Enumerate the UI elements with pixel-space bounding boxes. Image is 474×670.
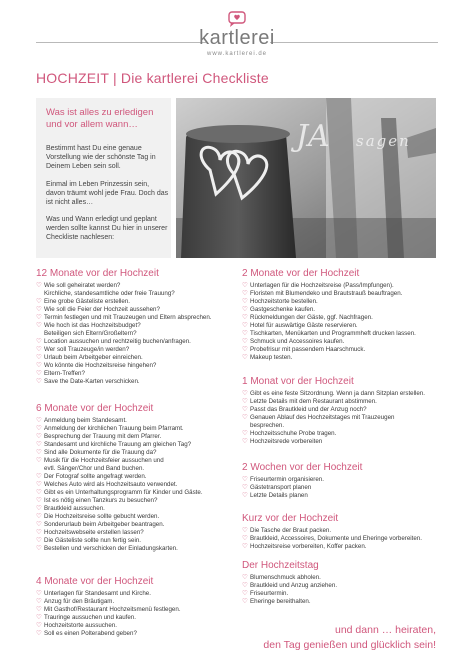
intro-panel — [36, 98, 171, 258]
closing-line-1: und dann … heiraten, — [335, 624, 436, 636]
checklist-heart-icon: ♡ — [36, 521, 42, 528]
checklist-heart-icon: ♡ — [36, 630, 42, 637]
checklist-item: Probefrisur mit passendem Haarschmuck. — [250, 346, 366, 353]
checklist-heart-icon: ♡ — [242, 290, 248, 297]
checklist-heart-icon: ♡ — [36, 537, 42, 544]
brand-logo: kartlerei — [199, 27, 275, 49]
checklist-item: Kirchliche, standesamtliche oder freie Trauung? — [44, 290, 175, 297]
checklist-heart-icon: ♡ — [36, 378, 42, 385]
checklist-item: Trauringe aussuchen und kaufen. — [44, 614, 136, 621]
checklist-heart-icon: ♡ — [242, 414, 248, 421]
checklist-item: Termin festlegen und mit Trauzeugen und Eltern absprechen. — [44, 314, 212, 321]
checklist-heart-icon: ♡ — [36, 441, 42, 448]
intro-paragraph-3: Was und Wann erledigt und geplant werden sollte kannst Du hier in unserer Checkliste nachlesen: — [46, 216, 168, 241]
checklist-heart-icon: ♡ — [36, 417, 42, 424]
checklist-heart-icon: ♡ — [242, 430, 248, 437]
checklist-heart-icon: ♡ — [36, 338, 42, 345]
checklist-heart-icon: ♡ — [242, 282, 248, 289]
checklist-heart-icon: ♡ — [36, 497, 42, 504]
checklist-heart-icon: ♡ — [242, 354, 248, 361]
checklist-heart-icon: ♡ — [242, 346, 248, 353]
checklist-item: Gibt es ein Unterhaltungsprogramm für Kinder und Gäste. — [44, 489, 203, 496]
checklist-heart-icon: ♡ — [242, 543, 248, 550]
checklist-heart-icon: ♡ — [36, 614, 42, 621]
checklist-item: Brautkleid und Anzug anziehen. — [250, 582, 338, 589]
intro-heading: Was ist alles zu erledigen und vor allem wann… — [46, 107, 154, 130]
checklist-item: Urlaub beim Arbeitgeber einreichen. — [44, 354, 143, 361]
checklist-heart-icon: ♡ — [242, 330, 248, 337]
checklist-heart-icon: ♡ — [242, 314, 248, 321]
brand-url: www.kartlerei.de — [206, 51, 267, 57]
checklist-item: Die Gästeliste sollte nun fertig sein. — [44, 537, 141, 544]
checklist-heart-icon: ♡ — [36, 282, 42, 289]
checklist-heart-icon: ♡ — [36, 529, 42, 536]
checklist-item: Letzte Details mit dem Restaurant abstimmen. — [250, 398, 377, 405]
checklist-item: Gästetransport planen — [250, 484, 312, 491]
hearts-photo — [176, 98, 436, 258]
checklist-heart-icon: ♡ — [36, 322, 42, 329]
checklist-item: Der Fotograf sollte angefragt werden. — [44, 473, 147, 480]
checklist-item: Brautkleid aussuchen. — [44, 505, 105, 512]
checklist-item: Hochzeitstorte bestellen. — [250, 298, 318, 305]
checklist-heart-icon: ♡ — [242, 390, 248, 397]
checklist-heart-icon: ♡ — [36, 370, 42, 377]
checklist-item: Ist es nötig einen Tanzkurs zu besuchen? — [44, 497, 158, 504]
checklist-item: Brautkleid, Accessoires, Dokumente und Eheringe vorbereiten. — [250, 535, 422, 542]
checklist-item: Eine grobe Gästeliste erstellen. — [44, 298, 130, 305]
checklist-heart-icon: ♡ — [36, 622, 42, 629]
checklist-heart-icon: ♡ — [242, 590, 248, 597]
section-title-4-monate: 4 Monate vor der Hochzeit — [36, 576, 154, 587]
checklist-item: Gibt es eine feste Sitzordnung. Wenn ja dann Sitzplan erstellen. — [250, 390, 425, 397]
checklist-item: Wie soll die Feier der Hochzeit aussehen? — [44, 306, 160, 313]
checklist-heart-icon: ♡ — [36, 513, 42, 520]
checklist-heart-icon: ♡ — [36, 346, 42, 353]
checklist-heart-icon: ♡ — [36, 354, 42, 361]
checklist-item: Sonderurlaub beim Arbeitgeber beantragen. — [44, 521, 165, 528]
checklist-item: Unterlagen für die Hochzeitsreise (Pass/Impfungen). — [250, 282, 394, 289]
checklist-item: Unterlagen für Standesamt und Kirche. — [44, 590, 151, 597]
checklist-item: Friseurtermin. — [250, 590, 289, 597]
checklist-heart-icon: ♡ — [242, 298, 248, 305]
checklist-heart-icon: ♡ — [242, 322, 248, 329]
checklist-item: Anmeldung der kirchlichen Trauung beim Pfarramt. — [44, 425, 184, 432]
checklist-item: Hochzeitsschuhe Probe tragen. — [250, 430, 337, 437]
checklist-heart-icon: ♡ — [36, 505, 42, 512]
checklist-heart-icon: ♡ — [36, 606, 42, 613]
envelope-heart-icon — [227, 10, 249, 28]
checklist-heart-icon: ♡ — [36, 314, 42, 321]
intro-paragraph-1: Bestimmt hast Du eine genaue Vorstellung wie der schönste Tag in Deinem Leben sein soll. — [46, 145, 156, 170]
checklist-item: Hochzeitswebseite erstellen lassen? — [44, 529, 144, 536]
checklist-item: Die Hochzeitsreise sollte gebucht werden. — [44, 513, 160, 520]
checklist-heart-icon: ♡ — [36, 473, 42, 480]
checklist-item: Wie hoch ist das Hochzeitsbudget? — [44, 322, 141, 329]
checklist-item: Blumenschmuck abholen. — [250, 574, 321, 581]
checklist-heart-icon: ♡ — [36, 433, 42, 440]
checklist-item: evtl. Sänger/Chor und Band buchen. — [44, 465, 145, 472]
header — [0, 0, 474, 70]
checklist-item: Hochzeitstorte aussuchen. — [44, 622, 117, 629]
checklist-item: Tischkarten, Menükarten und Programmheft drucken lassen. — [250, 330, 416, 337]
checklist-item: Bestellen und verschicken der Einladungskarten. — [44, 545, 178, 552]
checklist-item: Standesamt und kirchliche Trauung am gleichen Tag? — [44, 441, 192, 448]
checklist-heart-icon: ♡ — [36, 489, 42, 496]
page-title: HOCHZEIT | Die kartlerei Checkliste — [36, 70, 269, 86]
closing-line-2: den Tag genießen und glücklich sein! — [263, 639, 436, 651]
checklist-heart-icon: ♡ — [36, 598, 42, 605]
checklist-heart-icon: ♡ — [36, 457, 42, 464]
checklist-item: Rückmeldungen der Gäste, ggf. Nachfragen. — [250, 314, 373, 321]
section-title-1-monat: 1 Monat vor der Hochzeit — [242, 376, 354, 387]
checklist-heart-icon: ♡ — [36, 362, 42, 369]
checklist-heart-icon: ♡ — [36, 545, 42, 552]
checklist-item: Save the Date-Karten verschicken. — [44, 378, 140, 385]
checklist-heart-icon: ♡ — [242, 527, 248, 534]
checklist-heart-icon: ♡ — [242, 306, 248, 313]
checklist-item: Die Tasche der Braut packen. — [250, 527, 332, 534]
intro-paragraph-2: Einmal im Leben Prinzessin sein, davon träumt wohl jede Frau. Doch das ist nicht alles… — [46, 181, 169, 206]
checklist-item: Location aussuchen und rechtzeitig buchen/anfragen. — [44, 338, 191, 345]
checklist-item: Wer soll Trauzeuge/in werden? — [44, 346, 130, 353]
checklist-item: besprechen. — [250, 422, 285, 429]
checklist-heart-icon: ♡ — [36, 449, 42, 456]
checklist-item: Wo könnte die Hochzeitsreise hingehen? — [44, 362, 157, 369]
checklist-item: Beteiligen sich Eltern/Großeltern? — [44, 330, 137, 337]
checklist-item: Mit Gasthof/Restaurant Hochzeitsmenü festlegen. — [44, 606, 181, 613]
checklist-item: Hotel für auswärtige Gäste reservieren. — [250, 322, 358, 329]
checklist-heart-icon: ♡ — [242, 582, 248, 589]
checklist-heart-icon: ♡ — [242, 535, 248, 542]
checklist-heart-icon: ♡ — [36, 306, 42, 313]
section-title-12-monate: 12 Monate vor der Hochzeit — [36, 268, 159, 279]
checklist-item: Soll es einen Polterabend geben? — [44, 630, 137, 637]
checklist-heart-icon: ♡ — [36, 481, 42, 488]
checklist-heart-icon: ♡ — [242, 574, 248, 581]
checklist-item: Genauen Ablauf des Hochzeitstages mit Trauzeugen — [250, 414, 395, 421]
checklist-item: Gastgeschenke kaufen. — [250, 306, 316, 313]
checklist-item: Passt das Brautkleid und der Anzug noch? — [250, 406, 367, 413]
checklist-item: Anmeldung beim Standesamt. — [44, 417, 127, 424]
checklist-heart-icon: ♡ — [242, 476, 248, 483]
photo-caption-ja: JA — [296, 119, 330, 154]
intro-block — [36, 98, 436, 258]
checklist-heart-icon: ♡ — [36, 425, 42, 432]
section-title-kurz-vor: Kurz vor der Hochzeit — [242, 513, 339, 524]
checklist-item: Welches Auto wird als Hochzeitsauto verwendet. — [44, 481, 178, 488]
checklist-heart-icon: ♡ — [242, 598, 248, 605]
checklist-item: Hochzeitsreise vorbereiten, Koffer packen. — [250, 543, 367, 550]
section-title-2-monate: 2 Monate vor der Hochzeit — [242, 268, 360, 279]
checklist-heart-icon: ♡ — [36, 298, 42, 305]
checklist-heart-icon: ♡ — [242, 492, 248, 499]
checklist-heart-icon: ♡ — [242, 406, 248, 413]
checklist-heart-icon: ♡ — [242, 338, 248, 345]
photo-caption-sagen: sagen — [356, 132, 411, 150]
checklist-item: Schmuck und Accessoires kaufen. — [250, 338, 345, 345]
checklist-heart-icon: ♡ — [242, 398, 248, 405]
checklist-item: Friseurtermin organisieren. — [250, 476, 324, 483]
section-title-hochzeitstag: Der Hochzeitstag — [242, 560, 319, 571]
section-title-6-monate: 6 Monate vor der Hochzeit — [36, 403, 154, 414]
checklist-heart-icon: ♡ — [36, 590, 42, 597]
checklist-item: Besprechung der Trauung mit dem Pfarrer. — [44, 433, 162, 440]
checklist-item: Eheringe bereithalten. — [250, 598, 311, 605]
checklist-heart-icon: ♡ — [242, 484, 248, 491]
checklist-item: Anzug für den Bräutigam. — [44, 598, 115, 605]
section-title-2-wochen: 2 Wochen vor der Hochzeit — [242, 462, 363, 473]
checklist-item: Wie soll geheiratet werden? — [44, 282, 121, 289]
checklist-heart-icon: ♡ — [242, 438, 248, 445]
checklist-item: Eltern-Treffen? — [44, 370, 85, 377]
checklist-item: Makeup testen. — [250, 354, 293, 361]
checklist-item: Hochzeitsrede vorbereiten — [250, 438, 323, 445]
checklist-item: Floristen mit Blumendeko und Brautstrauß beauftragen. — [250, 290, 403, 297]
checklist-item: Musik für die Hochzeitsfeier aussuchen und — [44, 457, 164, 464]
checklist-item: Sind alle Dokumente für die Trauung da? — [44, 449, 157, 456]
checklist-item: Letzte Details planen — [250, 492, 308, 499]
